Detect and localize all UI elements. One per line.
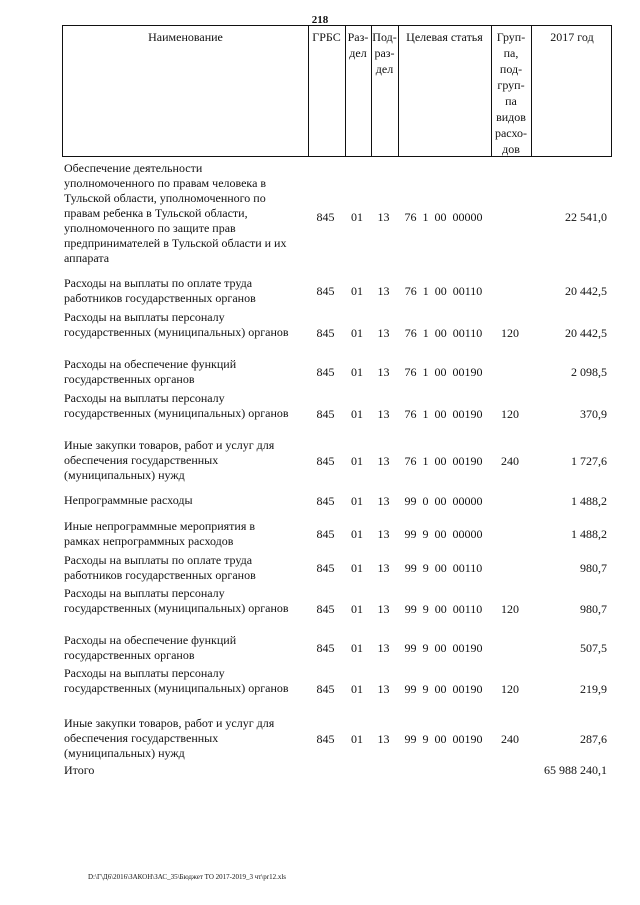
row-podrazdel: 13	[377, 682, 390, 696]
row-podrazdel: 13	[377, 641, 390, 655]
row-razdel: 01	[351, 527, 363, 541]
row-razdel: 01	[351, 602, 363, 616]
table-row	[0, 666, 640, 711]
row-name: Иные непрограммные мероприятия в рамках непрограммных расходов	[64, 519, 256, 548]
row-name: Расходы на выплаты персоналу государственных (муниципальных) органов	[64, 310, 289, 339]
column-divider	[308, 26, 309, 156]
table-row	[0, 716, 640, 761]
row-razdel: 01	[351, 682, 363, 696]
row-amount: 1 727,6	[571, 454, 607, 468]
column-divider	[531, 26, 532, 156]
row-podrazdel: 13	[377, 407, 390, 421]
row-grbs: 845	[316, 284, 335, 298]
table-row	[0, 553, 640, 583]
row-amount: 2 098,5	[571, 365, 607, 379]
table-row	[0, 276, 640, 306]
row-podrazdel: 13	[377, 454, 390, 468]
row-razdel: 01	[351, 641, 363, 655]
row-amount: 20 442,5	[565, 284, 607, 298]
row-grbs: 845	[316, 682, 335, 696]
row-podrazdel: 13	[377, 602, 390, 616]
row-target: 99 9 00 00190	[404, 641, 483, 655]
file-path: D:\Г\Д6\2016\ЗАКОН\ЗАС_35\Бюджет ТО 2017-2019_3 чт\pr12.xls	[88, 873, 286, 881]
row-podrazdel: 13	[377, 561, 390, 575]
table-row	[0, 633, 640, 663]
row-podrazdel: 13	[377, 210, 390, 224]
row-target: 76 1 00 00190	[404, 454, 483, 468]
row-name: Расходы на выплаты персоналу государственных (муниципальных) органов	[64, 391, 289, 420]
header-group: Груп- па, под- груп- па видов расхо- дов	[494, 30, 528, 156]
row-podrazdel: 13	[377, 494, 390, 508]
row-target: 99 9 00 00000	[404, 527, 483, 541]
row-target: 99 0 00 00000	[404, 494, 483, 508]
header-year: 2017 год	[550, 30, 594, 44]
row-amount: 507,5	[580, 641, 607, 655]
header-target: Целевая статья	[406, 30, 483, 44]
row-group: 120	[501, 602, 519, 616]
row-grbs: 845	[316, 527, 335, 541]
row-target: 76 1 00 00000	[404, 210, 483, 224]
row-target: 99 9 00 00190	[404, 732, 483, 746]
row-razdel: 01	[351, 284, 363, 298]
row-grbs: 845	[316, 210, 335, 224]
row-razdel: 01	[351, 494, 363, 508]
total-amount: 65 988 240,1	[544, 763, 607, 777]
header-razdel: Раз- дел	[347, 30, 369, 60]
row-podrazdel: 13	[377, 284, 390, 298]
row-name: Непрограммные расходы	[64, 493, 193, 507]
row-grbs: 845	[316, 641, 335, 655]
row-name: Иные закупки товаров, работ и услуг для обеспечения государственных (муниципальных) нужд	[64, 716, 275, 760]
row-group: 240	[501, 454, 519, 468]
row-target: 99 9 00 00190	[404, 682, 483, 696]
row-target: 76 1 00 00190	[404, 365, 483, 379]
row-grbs: 845	[316, 561, 335, 575]
table-row	[0, 310, 640, 355]
row-grbs: 845	[316, 326, 335, 340]
row-podrazdel: 13	[377, 527, 390, 541]
row-podrazdel: 13	[377, 732, 390, 746]
row-razdel: 01	[351, 326, 363, 340]
row-name: Расходы на выплаты персоналу государственных (муниципальных) органов	[64, 586, 289, 615]
row-target: 99 9 00 00110	[404, 561, 483, 575]
table-row	[0, 438, 640, 483]
row-group: 120	[501, 407, 519, 421]
table-row	[0, 161, 640, 273]
header-grbs: ГРБС	[312, 30, 341, 44]
row-name: Расходы на выплаты по оплате труда работников государственных органов	[64, 276, 256, 305]
row-grbs: 845	[316, 494, 335, 508]
row-amount: 980,7	[580, 561, 607, 575]
row-target: 76 1 00 00110	[404, 326, 483, 340]
row-razdel: 01	[351, 365, 363, 379]
table-row	[0, 357, 640, 387]
row-amount: 219,9	[580, 682, 607, 696]
row-razdel: 01	[351, 561, 363, 575]
row-amount: 287,6	[580, 732, 607, 746]
row-grbs: 845	[316, 365, 335, 379]
row-grbs: 845	[316, 732, 335, 746]
row-amount: 1 488,2	[571, 527, 607, 541]
table-row	[0, 391, 640, 436]
row-podrazdel: 13	[377, 365, 390, 379]
row-name: Расходы на выплаты персоналу государственных (муниципальных) органов	[64, 666, 289, 695]
row-group: 120	[501, 682, 519, 696]
row-name: Расходы на обеспечение функций государственных органов	[64, 633, 237, 662]
column-divider	[398, 26, 399, 156]
table-header	[62, 25, 612, 157]
row-razdel: 01	[351, 732, 363, 746]
row-group: 120	[501, 326, 519, 340]
row-name: Расходы на обеспечение функций государственных органов	[64, 357, 237, 386]
table-row	[0, 586, 640, 631]
row-razdel: 01	[351, 210, 363, 224]
page-number: 218	[311, 14, 329, 26]
row-podrazdel: 13	[377, 326, 390, 340]
row-name: Иные закупки товаров, работ и услуг для обеспечения государственных (муниципальных) нужд	[64, 438, 275, 482]
row-amount: 22 541,0	[565, 210, 607, 224]
row-razdel: 01	[351, 407, 363, 421]
row-amount: 980,7	[580, 602, 607, 616]
row-target: 99 9 00 00110	[404, 602, 483, 616]
header-name: Наименование	[148, 30, 223, 44]
table-row	[0, 519, 640, 549]
row-grbs: 845	[316, 454, 335, 468]
table-row	[0, 493, 640, 508]
header-podrazdel: Под- раз- дел	[372, 30, 397, 76]
row-amount: 1 488,2	[571, 494, 607, 508]
row-amount: 370,9	[580, 407, 607, 421]
row-grbs: 845	[316, 602, 335, 616]
row-name: Расходы на выплаты по оплате труда работников государственных органов	[64, 553, 256, 582]
row-grbs: 845	[316, 407, 335, 421]
row-name: Обеспечение деятельности уполномоченного по правам человека в Тульской области, уполномоченного по правам ребенка в Тульской области, уполномоченного по защите прав предпринимателей в Тульской области и их аппарата	[64, 161, 287, 265]
row-target: 76 1 00 00110	[404, 284, 483, 298]
total-label: Итого	[64, 763, 95, 777]
row-target: 76 1 00 00190	[404, 407, 483, 421]
row-razdel: 01	[351, 454, 363, 468]
row-amount: 20 442,5	[565, 326, 607, 340]
row-group: 240	[501, 732, 519, 746]
